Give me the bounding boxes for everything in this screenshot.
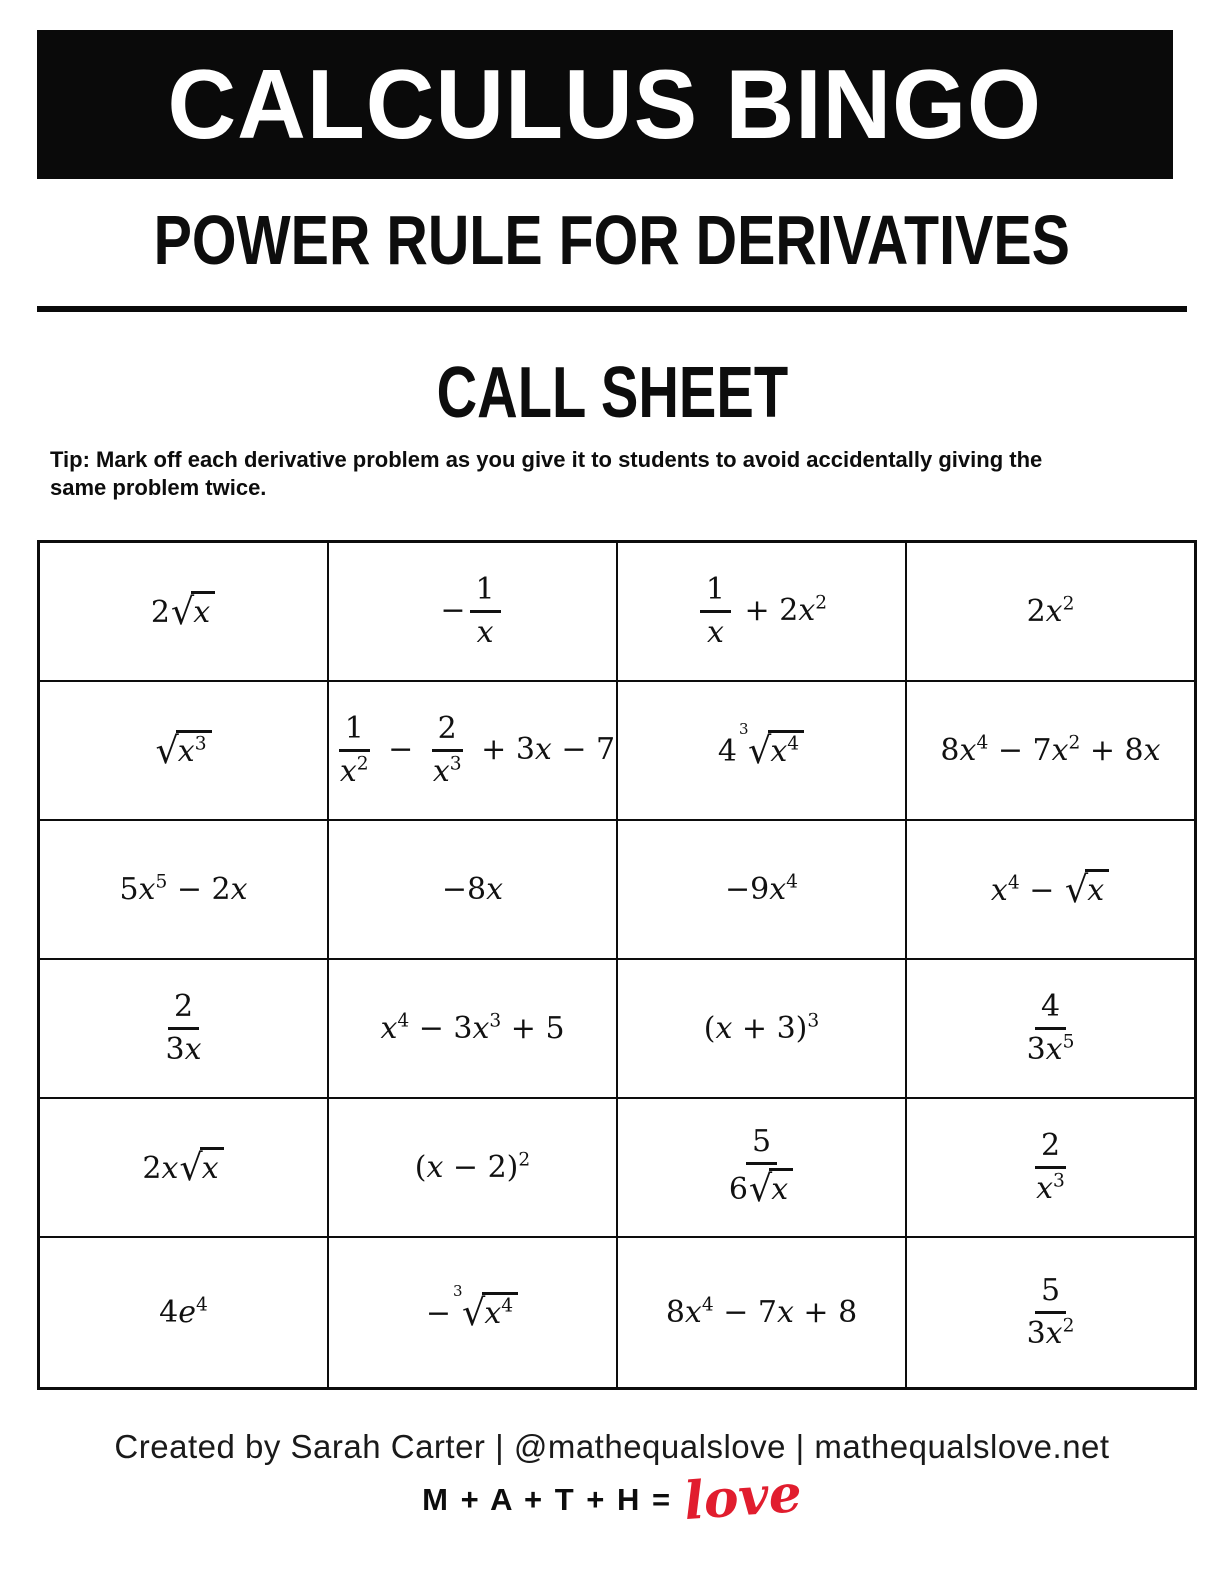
- math-expression: $2x^2$: [1026, 593, 1075, 629]
- math-expression: [155, 989, 211, 1067]
- math-expression: $x^4 - √x$: [991, 873, 1110, 908]
- fraction: $\frac{2}{3x}$: [165, 989, 202, 1067]
- logo-love: love: [682, 1462, 804, 1533]
- divider-rule: [37, 306, 1187, 312]
- grid-cell-r6c2: [328, 1237, 617, 1389]
- fraction: $\frac{1}{x^2}$: [339, 711, 369, 789]
- grid-cell-r4c4: [906, 959, 1196, 1098]
- fraction: $\frac{5}{6√x}$: [723, 1124, 800, 1211]
- grid-cell-r5c3: [617, 1098, 906, 1237]
- math-expression: 2√x: [151, 595, 216, 630]
- page-subtitle-text: POWER RULE FOR DERIVATIVES: [153, 201, 1071, 279]
- math-expression: $4e^4$: [159, 1294, 208, 1330]
- math-expression: [1026, 1128, 1075, 1206]
- table-row-5: [39, 1098, 1196, 1237]
- math-expression: − $\frac{1}{x}$: [440, 593, 504, 628]
- call-table: [37, 540, 1197, 1390]
- grid-cell-r1c2: [328, 542, 617, 682]
- call-sheet-title-text: CALL SHEET: [436, 353, 788, 433]
- grid-cell-r3c2: [328, 820, 617, 959]
- grid-cell-r1c3: [617, 542, 906, 682]
- fraction: $\frac{1}{x}$: [700, 572, 731, 651]
- cube-root: 3 $√x^4$: [452, 1291, 518, 1334]
- square-root: √x: [749, 1167, 793, 1211]
- table-row-3: [39, 820, 1196, 959]
- math-expression: $8x^4 - 7x^2 + 8x$: [940, 732, 1161, 768]
- grid-cell-r6c4: [906, 1237, 1196, 1389]
- table-row-6: [39, 1237, 1196, 1389]
- math-expression: [1017, 989, 1085, 1067]
- math-expression: [1017, 1273, 1085, 1351]
- square-root: √x: [171, 590, 215, 633]
- grid-cell-r6c1: [39, 1237, 329, 1389]
- square-root: √x: [179, 1146, 223, 1189]
- math-expression: $x^4 - 3x^3 + 5$: [380, 1010, 565, 1046]
- math-expression: $5x^5 - 2x$: [119, 871, 248, 907]
- cube-root: 3 $√x^4$: [738, 729, 804, 772]
- grid-cell-r3c4: [906, 820, 1196, 959]
- grid-cell-r2c1: [39, 681, 329, 820]
- tip-text: [50, 446, 1200, 501]
- math-expression: $(x + 3)^3$: [703, 1010, 820, 1046]
- math-expression: −8x: [441, 872, 504, 907]
- math-expression: $8x^4 - 7x + 8$: [665, 1294, 858, 1330]
- grid-cell-r3c3: [617, 820, 906, 959]
- credit-line: Created by Sarah Carter | @mathequalslove | mathequalslove.net: [114, 1428, 1110, 1465]
- math-expression: 4 3 $√x^4$: [718, 734, 805, 769]
- grid-cell-r2c3: [617, 681, 906, 820]
- grid-cell-r4c2: [328, 959, 617, 1098]
- math-equals-love-logo: [0, 1462, 1224, 1533]
- math-expression: [154, 729, 212, 772]
- math-expression: − 3 $√x^4$: [426, 1296, 519, 1331]
- grid-cell-r6c3: [617, 1237, 906, 1389]
- grid-cell-r2c2: [328, 681, 617, 820]
- call-sheet-title: [0, 352, 1224, 434]
- math-expression: $-9x^4$: [725, 871, 798, 907]
- grid-cell-r5c1: [39, 1098, 329, 1237]
- fraction: $\frac{2}{x^3}$: [1036, 1128, 1065, 1206]
- title-banner: [37, 30, 1173, 179]
- math-expression: $(x - 2)^2$: [414, 1149, 531, 1185]
- math-expression: $\frac{1}{x^2}$ − $\frac{2}{x^3}$ + 3x − 7: [330, 732, 615, 767]
- grid-cell-r4c3: [617, 959, 906, 1098]
- page-subtitle: [0, 200, 1224, 280]
- tip-line-1: Tip: Mark off each derivative problem as you give it to students to avoid accidentally giving the: [50, 447, 1043, 472]
- grid-cell-r5c4: [906, 1098, 1196, 1237]
- logo-letters: M + A + T + H =: [422, 1482, 673, 1517]
- table-row-1: [39, 542, 1196, 682]
- grid-cell-r3c1: [39, 820, 329, 959]
- fraction: $\frac{5}{3x^2}$: [1026, 1273, 1075, 1351]
- square-root: $√x^3$: [155, 729, 211, 772]
- table-row-2: [39, 681, 1196, 820]
- math-expression: $\frac{1}{x}$ + $2x^2$: [696, 593, 827, 628]
- grid-cell-r2c4: [906, 681, 1196, 820]
- math-expression: 2x√x: [142, 1151, 224, 1186]
- page-title: CALCULUS BINGO: [167, 49, 1043, 159]
- grid-cell-r4c1: [39, 959, 329, 1098]
- fraction: $\frac{1}{x}$: [470, 572, 501, 651]
- fraction: $\frac{2}{x^3}$: [432, 711, 462, 789]
- call-table-body: [39, 542, 1196, 1389]
- grid-cell-r5c2: [328, 1098, 617, 1237]
- fraction: $\frac{4}{3x^5}$: [1026, 989, 1075, 1067]
- math-expression: [719, 1124, 804, 1211]
- table-row-4: [39, 959, 1196, 1098]
- grid-cell-r1c4: [906, 542, 1196, 682]
- square-root: √x: [1065, 868, 1109, 911]
- tip-line-2: same problem twice.: [50, 474, 267, 500]
- grid-cell-r1c1: [39, 542, 329, 682]
